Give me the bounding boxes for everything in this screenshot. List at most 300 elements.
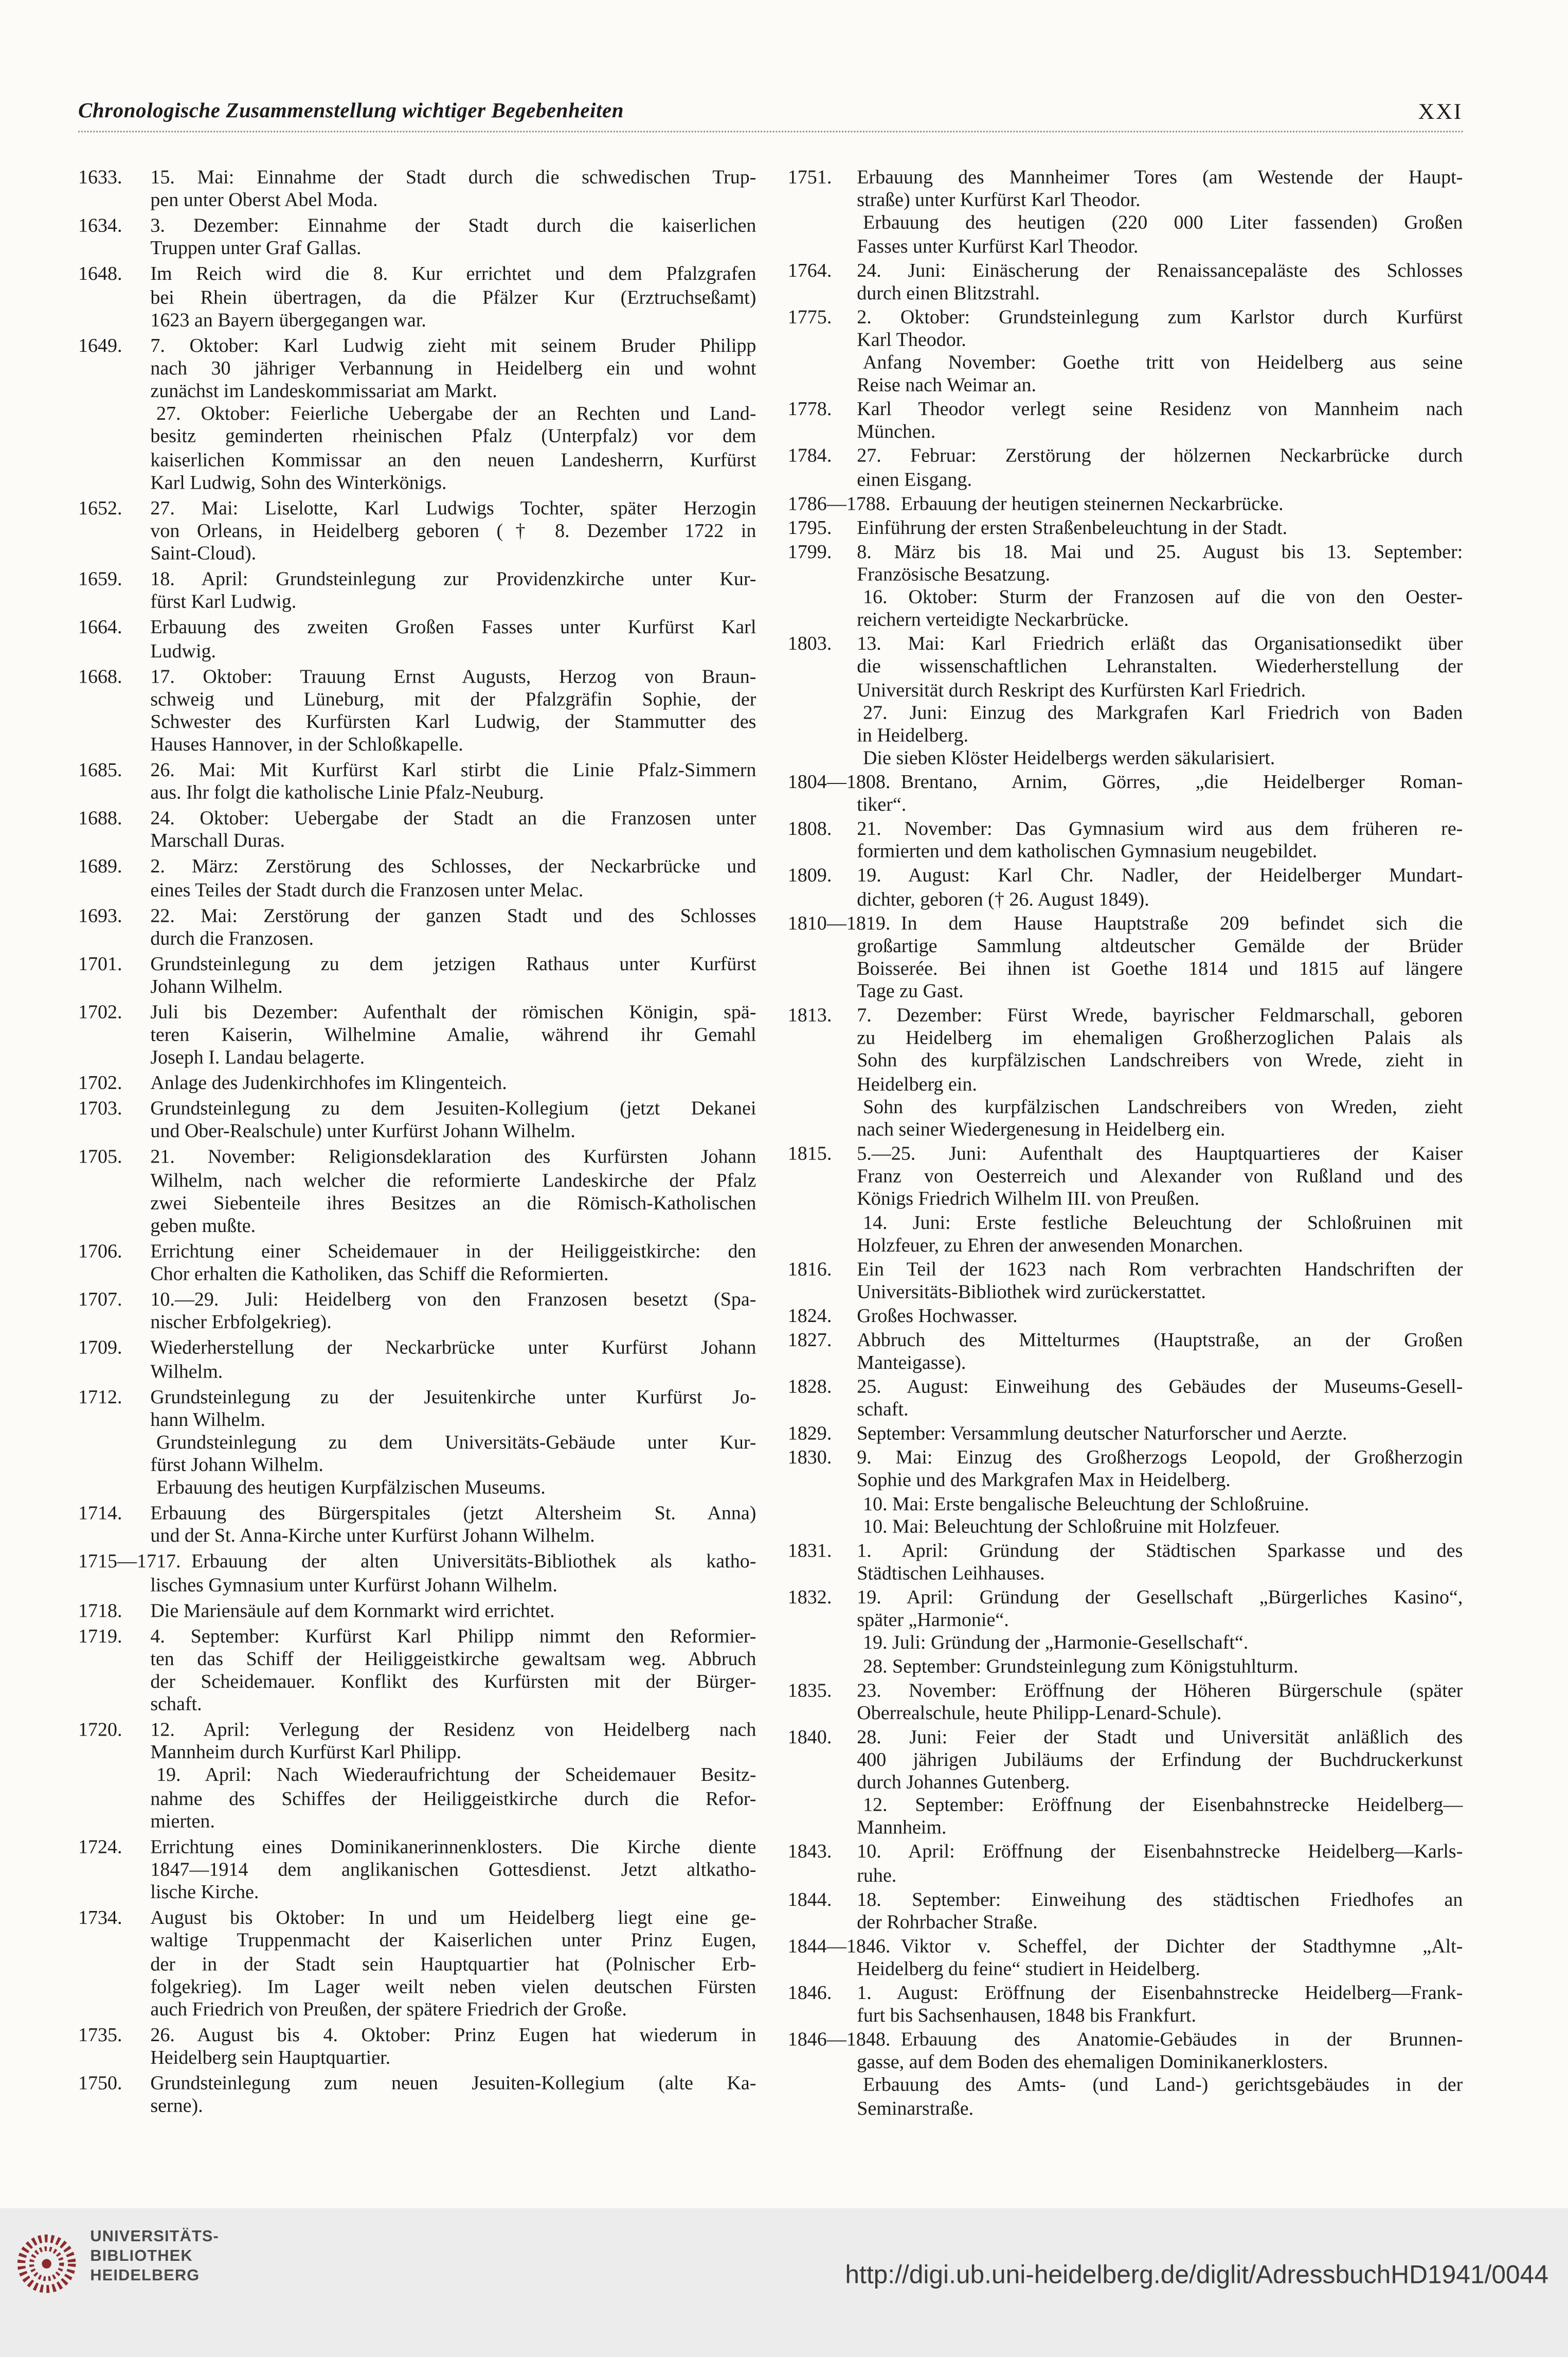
entry-line bbox=[150, 687, 756, 709]
entry-line bbox=[150, 425, 756, 448]
entry-text: 1. April: Gründung der Städtischen Sparkasse und des bbox=[857, 1538, 1463, 1561]
library-name bbox=[90, 2228, 219, 2287]
entry-line bbox=[150, 1952, 756, 1974]
entry-text: 19. April: Gründung der Gesellschaft „Bürgerliches Kasino“, bbox=[857, 1585, 1463, 1608]
chronology-entry bbox=[787, 1585, 1463, 1677]
entry-text: furt bis Sachsenhausen, 1848 bis Frankfurt. bbox=[857, 2004, 1196, 2027]
entry-year: 1668. bbox=[78, 664, 122, 687]
entry-line bbox=[787, 1980, 1463, 2004]
entry-year: 1720. bbox=[78, 1718, 122, 1741]
entry-line bbox=[857, 373, 1463, 396]
entry-text: 7. Oktober: Karl Ludwig zieht mit seinem Bruder Philipp bbox=[150, 333, 756, 356]
entry-text: In dem Hause Hauptstraße 209 befindet sich die bbox=[900, 910, 1463, 934]
entry-line bbox=[787, 1677, 1463, 1701]
chronology-entry bbox=[78, 262, 756, 331]
entry-line bbox=[150, 710, 756, 733]
chronology-entry bbox=[78, 1598, 756, 1621]
entry-text: 1. August: Eröffnung der Eisenbahnstrecke Heidelberg—Frank- bbox=[857, 1980, 1463, 2004]
entry-line bbox=[78, 1239, 756, 1262]
entry-line bbox=[857, 608, 1463, 631]
entry-line bbox=[857, 1863, 1463, 1886]
entry-text: nach seiner Wiedergenesung in Heidelberg ein. bbox=[857, 1117, 1225, 1140]
entry-year: 1844—1846. bbox=[787, 1934, 891, 1957]
entry-year: 1707. bbox=[78, 1288, 122, 1311]
entry-line bbox=[787, 1003, 1463, 1026]
entry-year: 1693. bbox=[78, 903, 122, 926]
entry-text: schweig und Lüneburg, mit der Pfalzgräfin Sophie, der bbox=[150, 687, 756, 710]
chronology-entry bbox=[78, 1071, 756, 1094]
entry-year: 1664. bbox=[78, 615, 122, 638]
entry-line bbox=[857, 677, 1463, 700]
chronology-entry bbox=[78, 496, 756, 565]
entry-text: und der St. Anna-Kirche unter Kurfürst Johann Wilhelm. bbox=[150, 1524, 595, 1547]
chronology-entry bbox=[78, 2071, 756, 2117]
entry-text: aus. Ihr folgt die katholische Linie Pfalz-Neuburg. bbox=[150, 781, 544, 804]
entry-text: hann Wilhelm. bbox=[150, 1407, 266, 1430]
entry-text: 27. Mai: Liselotte, Karl Ludwigs Tochter, später Herzogin bbox=[150, 496, 756, 519]
entry-text: Chor erhalten die Katholiken, das Schiff die Reformierten. bbox=[150, 1262, 609, 1285]
entry-line bbox=[150, 1046, 756, 1068]
entry-year: 1844. bbox=[787, 1887, 832, 1910]
entry-text: 7. Dezember: Fürst Wrede, bayrischer Feldmarschall, geboren bbox=[857, 1003, 1463, 1026]
entry-text: Erbauung des heutigen Kurpfälzischen Museums. bbox=[156, 1476, 546, 1499]
entry-line bbox=[787, 165, 1463, 188]
entry-line bbox=[150, 519, 756, 542]
entry-text: 15. Mai: Einnahme der Stadt durch die schwedischen Trup- bbox=[150, 165, 756, 188]
entry-text: teren Kaiserin, Wilhelmine Amalie, während ihr Gemahl bbox=[150, 1023, 756, 1046]
entry-text: der Rohrbacher Straße. bbox=[857, 1909, 1038, 1933]
entry-text: Im Reich wird die 8. Kur errichtet und dem Pfalzgrafen bbox=[150, 262, 756, 285]
entry-line bbox=[857, 351, 1463, 373]
chronology-entry bbox=[787, 1538, 1463, 1584]
entry-year: 1706. bbox=[78, 1239, 122, 1262]
entry-line bbox=[857, 1351, 1463, 1373]
entry-line bbox=[857, 723, 1463, 746]
chronology-entry bbox=[787, 632, 1463, 769]
entry-text: Sohn des kurpfälzischen Landschreibers von Wreden, zieht bbox=[862, 1095, 1463, 1118]
entry-line bbox=[78, 213, 756, 237]
entry-line bbox=[787, 1724, 1463, 1747]
entry-text: auch Friedrich von Preußen, der spätere Friedrich der Große. bbox=[150, 1997, 627, 2020]
logo-center-dot bbox=[42, 2259, 51, 2268]
entry-year: 1840. bbox=[787, 1724, 832, 1747]
entry-text: 2. Oktober: Grundsteinlegung zum Karlstor durch Kurfürst bbox=[857, 305, 1463, 328]
entry-text: 16. Oktober: Sturm der Franzosen auf die von den Oester- bbox=[862, 585, 1463, 608]
entry-text: fürst Johann Wilhelm. bbox=[150, 1453, 323, 1476]
entry-text: 10.—29. Juli: Heidelberg von den Franzosen besetzt (Spa- bbox=[150, 1288, 756, 1311]
entry-text: zwei Siebenteile ihres Besitzes an die Römisch-Katholischen bbox=[150, 1191, 756, 1214]
entry-line bbox=[150, 1763, 756, 1786]
entry-year: 1786—1788. bbox=[787, 491, 891, 514]
entry-line bbox=[78, 806, 756, 829]
entry-year: 1715—1717. bbox=[78, 1549, 181, 1573]
entry-year: 1724. bbox=[78, 1834, 122, 1858]
entry-year: 1835. bbox=[787, 1677, 832, 1701]
entry-line bbox=[787, 2027, 1463, 2050]
entry-year: 1827. bbox=[787, 1328, 832, 1351]
entry-line bbox=[78, 664, 756, 687]
entry-text: Tage zu Gast. bbox=[857, 979, 964, 1002]
entry-line bbox=[857, 562, 1463, 585]
entry-line bbox=[78, 1000, 756, 1023]
entry-line bbox=[857, 1165, 1463, 1187]
entry-line bbox=[78, 1384, 756, 1407]
entry-text: durch Johannes Gutenberg. bbox=[857, 1770, 1070, 1793]
entry-line bbox=[857, 746, 1463, 769]
entry-line bbox=[78, 1288, 756, 1311]
chronology-entry bbox=[78, 952, 756, 997]
entry-text: fürst Karl Ludwig. bbox=[150, 590, 297, 613]
entry-text: Grundsteinlegung zum neuen Jesuiten-Kollegium (alte Ka- bbox=[150, 2071, 756, 2094]
chronology-entry bbox=[787, 910, 1463, 1003]
chronology-entry bbox=[787, 1934, 1463, 1980]
chronology-entry bbox=[787, 1980, 1463, 2027]
chronology-entry bbox=[787, 1445, 1463, 1538]
entry-text: Franz von Oesterreich und Alexander von Rußland und des bbox=[857, 1164, 1463, 1187]
entry-text: 9. Mai: Einzug des Großherzogs Leopold, der Großherzogin bbox=[857, 1445, 1463, 1469]
entry-line bbox=[787, 817, 1463, 840]
entry-text: Joseph I. Landau belagerte. bbox=[150, 1046, 365, 1068]
entry-year: 1689. bbox=[78, 855, 122, 878]
entry-text: Saint-Cloud). bbox=[150, 542, 257, 565]
entry-text: 13. Mai: Karl Friedrich erläßt das Organisationsedikt über bbox=[857, 632, 1463, 655]
entry-line bbox=[78, 165, 756, 188]
entry-line bbox=[787, 1141, 1463, 1165]
entry-year: 1709. bbox=[78, 1336, 122, 1359]
entry-year: 1803. bbox=[787, 632, 832, 655]
entry-text: die wissenschaftlichen Lehranstalten. Wiederherstellung der bbox=[857, 654, 1463, 677]
entry-line bbox=[78, 1598, 756, 1621]
entry-line bbox=[150, 542, 756, 564]
entry-text: 400 jährigen Jubiläums der Erfindung der Buchdruckerkunst bbox=[857, 1747, 1463, 1771]
entry-text: zu Heidelberg im ehemaligen Großherzoglichen Palais als bbox=[857, 1026, 1463, 1049]
entry-line bbox=[150, 638, 756, 661]
chronology-entry bbox=[78, 806, 756, 852]
entry-text: Grundsteinlegung zu dem Jesuiten-Kollegium (jetzt Dekanei bbox=[150, 1097, 756, 1120]
entry-year: 1652. bbox=[78, 496, 122, 519]
entry-line bbox=[857, 234, 1463, 257]
entry-text: der Scheidemauer. Konflikt des Kurfürsten mit der Bürger- bbox=[150, 1669, 756, 1692]
entry-year: 1685. bbox=[78, 758, 122, 781]
entry-text: von Orleans, in Heidelberg geboren († 8. Dezember 1722 in bbox=[150, 519, 756, 542]
entry-line bbox=[150, 1262, 756, 1285]
entry-text: in Heidelberg. bbox=[857, 723, 969, 746]
entry-line bbox=[787, 539, 1463, 562]
entry-text: reichern verteidigte Neckarbrücke. bbox=[857, 608, 1129, 631]
entry-text: 22. Mai: Zerstörung der ganzen Stadt und des Schlosses bbox=[150, 903, 756, 926]
entry-year: 1751. bbox=[787, 165, 832, 188]
entry-line bbox=[787, 1538, 1463, 1561]
entry-line bbox=[78, 1501, 756, 1524]
entry-line bbox=[857, 2096, 1463, 2119]
entry-line bbox=[857, 1398, 1463, 1420]
entry-text: 12. April: Verlegung der Residenz von Heidelberg nach bbox=[150, 1718, 756, 1741]
entry-text: Wilhelm, nach welcher die reformierte Landeskirche der Pfalz bbox=[150, 1168, 756, 1191]
entry-line bbox=[787, 1328, 1463, 1351]
chronology-entry bbox=[78, 855, 756, 901]
entry-line bbox=[787, 515, 1463, 538]
entry-text: 25. August: Einweihung des Gebäudes der Museums-Gesell- bbox=[857, 1374, 1463, 1398]
entry-text: Königs Friedrich Wilhelm III. von Preußen. bbox=[857, 1187, 1200, 1210]
entry-line bbox=[787, 305, 1463, 328]
entry-line bbox=[150, 1168, 756, 1191]
entry-text: 23. November: Eröffnung der Höheren Bürgerschule (später bbox=[857, 1677, 1463, 1701]
entry-line bbox=[787, 770, 1463, 793]
entry-text: Sophie und des Markgrafen Max in Heidelberg. bbox=[857, 1469, 1231, 1492]
entry-line bbox=[150, 402, 756, 425]
entry-text: bei Rhein übertragen, da die Pfälzer Kur (Erztruchseßamt) bbox=[150, 285, 756, 308]
chronology-entry bbox=[78, 567, 756, 613]
entry-text: Johann Wilhelm. bbox=[150, 974, 283, 997]
entry-line bbox=[787, 1374, 1463, 1398]
entry-line bbox=[857, 1049, 1463, 1072]
entry-text: Erbauung des Mannheimer Tores (am Westende der Haupt- bbox=[857, 165, 1463, 188]
entry-text: nach 30 jähriger Verbannung in Heidelberg ein und wohnt bbox=[150, 356, 756, 379]
entry-text: Erbauung der heutigen steinernen Neckarbrücke. bbox=[900, 491, 1284, 514]
entry-line bbox=[857, 1072, 1463, 1095]
entry-line bbox=[857, 979, 1463, 1002]
entry-text: Heidelberg ein. bbox=[857, 1072, 977, 1095]
entry-text: 4. September: Kurfürst Karl Philipp nimmt den Reformier- bbox=[150, 1623, 756, 1647]
entry-year: 1703. bbox=[78, 1097, 122, 1120]
page-number: XXI bbox=[1418, 100, 1463, 125]
entry-line bbox=[150, 1191, 756, 1213]
entry-text: Mannheim durch Kurfürst Karl Philipp. bbox=[150, 1741, 462, 1763]
entry-text: 21. November: Religionsdeklaration des Kurfürsten Johann bbox=[150, 1145, 756, 1168]
entry-year: 1649. bbox=[78, 333, 122, 356]
entry-text: 19. April: Nach Wiederaufrichtung der Scheidemauer Besitz- bbox=[156, 1763, 756, 1787]
entry-line bbox=[787, 1840, 1463, 1863]
chronology-entry bbox=[787, 444, 1463, 490]
entry-text: Grundsteinlegung zu dem jetzigen Rathaus unter Kurfürst bbox=[150, 952, 756, 975]
entry-year: 1846. bbox=[787, 1980, 832, 2004]
entry-year: 1824. bbox=[787, 1304, 832, 1327]
entry-text: 10. Mai: Beleuchtung der Schloßruine mit Holzfeuer. bbox=[862, 1514, 1280, 1537]
entry-text: und Ober-Realschule) unter Kurfürst Johann Wilhelm. bbox=[150, 1119, 575, 1142]
entry-text: durch die Franzosen. bbox=[150, 926, 314, 949]
entry-text: Manteigasse). bbox=[857, 1351, 966, 1373]
entry-text: September: Versammlung deutscher Naturforscher und Aerzte. bbox=[857, 1422, 1347, 1444]
chronology-entry bbox=[787, 1724, 1463, 1839]
entry-text: Errichtung eines Dominikanerinnenklosters. Die Kirche diente bbox=[150, 1834, 756, 1858]
entry-line bbox=[787, 1585, 1463, 1608]
entry-line bbox=[857, 1771, 1463, 1793]
entry-year: 1809. bbox=[787, 864, 832, 887]
entry-text: Anlage des Judenkirchhofes im Klingenteich. bbox=[150, 1071, 507, 1094]
entry-line bbox=[150, 781, 756, 803]
entry-text: 19. Juli: Gründung der „Harmonie-Gesellschaft“. bbox=[862, 1631, 1249, 1654]
entry-year: 1718. bbox=[78, 1598, 122, 1621]
entry-text: pen unter Oberst Abel Moda. bbox=[150, 188, 378, 211]
entry-line bbox=[150, 1214, 756, 1237]
chronology-entry bbox=[78, 2023, 756, 2069]
entry-text: Anfang November: Goethe tritt von Heidelberg aus seine bbox=[862, 350, 1463, 373]
library-logo-icon bbox=[15, 2232, 78, 2295]
entry-line bbox=[150, 1670, 756, 1692]
entry-line bbox=[150, 1120, 756, 1142]
entry-line bbox=[857, 1280, 1463, 1302]
chronology-entry bbox=[78, 758, 756, 804]
entry-line bbox=[78, 567, 756, 590]
entry-year: 1829. bbox=[787, 1422, 832, 1444]
entry-text: 28. September: Grundsteinlegung zum Königstuhlturm. bbox=[862, 1654, 1299, 1676]
chronology-entry bbox=[787, 305, 1463, 397]
entry-line bbox=[150, 1476, 756, 1498]
entry-text: nischer Erbfolgekrieg). bbox=[150, 1310, 332, 1333]
entry-year: 1701. bbox=[78, 952, 122, 975]
entry-text: 17. Oktober: Trauung Ernst Augusts, Herzog von Braun- bbox=[150, 664, 756, 687]
entry-text: 24. Juni: Einäscherung der Renaissancepaläste des Schlosses bbox=[857, 258, 1463, 281]
entry-line bbox=[150, 1023, 756, 1046]
entry-year: 1750. bbox=[78, 2071, 122, 2094]
chronology-entry bbox=[787, 1304, 1463, 1327]
chronology-entry bbox=[78, 1000, 756, 1068]
entry-text: Truppen unter Graf Gallas. bbox=[150, 237, 362, 259]
entry-line bbox=[787, 1304, 1463, 1327]
entry-line bbox=[150, 975, 756, 997]
entry-line bbox=[78, 615, 756, 638]
entry-text: Grundsteinlegung zu der Jesuitenkirche unter Kurfürst Jo- bbox=[150, 1384, 756, 1407]
entry-text: Erbauung der alten Universitäts-Bibliothek als katho- bbox=[191, 1549, 756, 1573]
entry-text: kaiserlichen Kommissar an den neuen Landesherrn, Kurfürst bbox=[150, 448, 756, 471]
entry-line bbox=[150, 285, 756, 308]
entry-line bbox=[857, 1469, 1463, 1491]
chronology-entry bbox=[787, 770, 1463, 816]
entry-line bbox=[857, 957, 1463, 979]
entry-text: Viktor v. Scheffel, der Dichter der Stadthymne „Alt- bbox=[900, 1934, 1463, 1957]
entry-line bbox=[857, 1233, 1463, 1256]
entry-line bbox=[857, 655, 1463, 677]
entry-text: 19. August: Karl Chr. Nadler, der Heidelberger Mundart- bbox=[857, 864, 1463, 887]
chronology-entry bbox=[787, 1374, 1463, 1421]
entry-line bbox=[857, 1816, 1463, 1839]
chronology-entry bbox=[78, 1906, 756, 2020]
entry-text: eines Teiles der Stadt durch die Franzosen unter Melac. bbox=[150, 878, 584, 901]
entry-text: Schwester des Kurfürsten Karl Ludwig, der Stammutter des bbox=[150, 709, 756, 733]
entry-year: 1799. bbox=[787, 539, 832, 562]
chronology-entry bbox=[787, 1887, 1463, 1933]
entry-text: 18. September: Einweihung des städtischen Friedhofes an bbox=[857, 1887, 1463, 1910]
chronology-entry bbox=[78, 333, 756, 493]
entry-line bbox=[857, 1561, 1463, 1584]
library-name-line: HEIDELBERG bbox=[90, 2266, 200, 2285]
entry-text: durch einen Blitzstrahl. bbox=[857, 281, 1040, 303]
entry-line bbox=[857, 281, 1463, 303]
entry-year: 1705. bbox=[78, 1145, 122, 1168]
entry-text: Erbauung des heutigen (220 000 Liter fassenden) Großen bbox=[862, 211, 1463, 234]
entry-line bbox=[857, 1095, 1463, 1117]
entry-text: 1623 an Bayern übergegangen war. bbox=[150, 308, 426, 331]
entry-text: 8. März bis 18. Mai und 25. August bis 13. September: bbox=[857, 539, 1463, 562]
entry-year: 1816. bbox=[787, 1257, 832, 1280]
entry-text: 1847—1914 dem anglikanischen Gottesdienst. Jetzt altkatho- bbox=[150, 1858, 756, 1881]
chronology-entry bbox=[787, 258, 1463, 304]
chronology-entry bbox=[787, 1257, 1463, 1303]
entry-line bbox=[150, 733, 756, 755]
chronology-entry bbox=[787, 864, 1463, 910]
chronology-entry bbox=[78, 213, 756, 260]
entry-year: 1714. bbox=[78, 1501, 122, 1524]
entry-line bbox=[857, 211, 1463, 234]
chronology-entry bbox=[787, 165, 1463, 257]
entry-line bbox=[150, 471, 756, 493]
entry-line bbox=[857, 328, 1463, 350]
entry-text: folgekrieg). Im Lager weilt neben vielen deutschen Fürsten bbox=[150, 1974, 756, 1997]
entry-text: Wilhelm. bbox=[150, 1359, 223, 1382]
entry-line bbox=[857, 1793, 1463, 1816]
entry-line bbox=[78, 1336, 756, 1359]
entry-line bbox=[78, 1623, 756, 1647]
entry-text: ten das Schiff der Heiliggeistkirche gewaltsam weg. Abbruch bbox=[150, 1647, 756, 1669]
chronology-entry bbox=[78, 1834, 756, 1903]
entry-text: Heidelberg sein Hauptquartier. bbox=[150, 2046, 391, 2068]
chronology-entry bbox=[787, 491, 1463, 514]
entry-year: 1719. bbox=[78, 1623, 122, 1647]
entry-line bbox=[857, 420, 1463, 443]
entry-text: Wiederherstellung der Neckarbrücke unter Kurfürst Johann bbox=[150, 1336, 756, 1359]
entry-text: 18. April: Grundsteinlegung zur Providenzkirche unter Kur- bbox=[150, 567, 756, 590]
chronology-entry bbox=[78, 903, 756, 949]
entry-line bbox=[787, 258, 1463, 281]
entry-line bbox=[150, 188, 756, 211]
entry-line bbox=[150, 237, 756, 259]
entry-text: 10. Mai: Erste bengalische Beleuchtung der Schloßruine. bbox=[862, 1491, 1309, 1514]
entry-line bbox=[787, 632, 1463, 655]
entry-text: Universitäts-Bibliothek wird zurückerstattet. bbox=[857, 1280, 1206, 1303]
entry-line bbox=[857, 1631, 1463, 1654]
entry-text: 3. Dezember: Einnahme der Stadt durch die kaiserlichen bbox=[150, 213, 756, 237]
entry-line bbox=[787, 1887, 1463, 1910]
entry-year: 1764. bbox=[787, 258, 832, 281]
entry-year: 1778. bbox=[787, 397, 832, 420]
header-rule bbox=[78, 131, 1463, 132]
page-title: Chronologische Zusammenstellung wichtiger Begebenheiten bbox=[78, 100, 624, 123]
entry-year: 1784. bbox=[787, 444, 832, 467]
entry-line bbox=[78, 855, 756, 878]
entry-text: Erbauung des Anatomie-Gebäudes in der Brunnen- bbox=[900, 2027, 1463, 2050]
entry-line bbox=[150, 448, 756, 470]
entry-line bbox=[78, 1906, 756, 1929]
entry-line bbox=[78, 1071, 756, 1094]
entry-line bbox=[150, 878, 756, 900]
entry-line bbox=[150, 1453, 756, 1476]
entry-text: 27. Februar: Zerstörung der hölzernen Neckarbrücke durch bbox=[857, 444, 1463, 467]
entry-text: 14. Juni: Erste festliche Beleuchtung der Schloßruinen mit bbox=[862, 1210, 1463, 1233]
entry-line bbox=[150, 1359, 756, 1382]
entry-year: 1702. bbox=[78, 1071, 122, 1094]
entry-text: einen Eisgang. bbox=[857, 467, 972, 490]
entry-text: Karl Ludwig, Sohn des Winterkönigs. bbox=[150, 470, 447, 493]
entry-year: 1775. bbox=[787, 305, 832, 328]
entry-line bbox=[857, 2004, 1463, 2026]
entry-line bbox=[857, 1492, 1463, 1514]
entry-line bbox=[150, 1787, 756, 1809]
entry-line bbox=[150, 1647, 756, 1669]
entry-text: Die sieben Klöster Heidelbergs werden säkularisiert. bbox=[862, 746, 1275, 769]
chronology-entry bbox=[787, 515, 1463, 538]
entry-line bbox=[787, 491, 1463, 514]
entry-text: Sohn des kurpfälzischen Landschreibers von Wrede, zieht in bbox=[857, 1049, 1463, 1072]
entry-year: 1832. bbox=[787, 1585, 832, 1608]
entry-line bbox=[78, 1145, 756, 1168]
entry-year: 1813. bbox=[787, 1003, 832, 1026]
entry-text: 27. Oktober: Feierliche Uebergabe der an Rechten und Land- bbox=[156, 402, 756, 425]
entry-line bbox=[787, 1257, 1463, 1280]
entry-year: 1828. bbox=[787, 1374, 832, 1398]
entry-text: nahme des Schiffes der Heiliggeistkirche durch die Refor- bbox=[150, 1786, 756, 1809]
entry-text: Brentano, Arnim, Görres, „die Heidelberger Roman- bbox=[900, 770, 1463, 793]
entry-year: 1808. bbox=[787, 817, 832, 840]
